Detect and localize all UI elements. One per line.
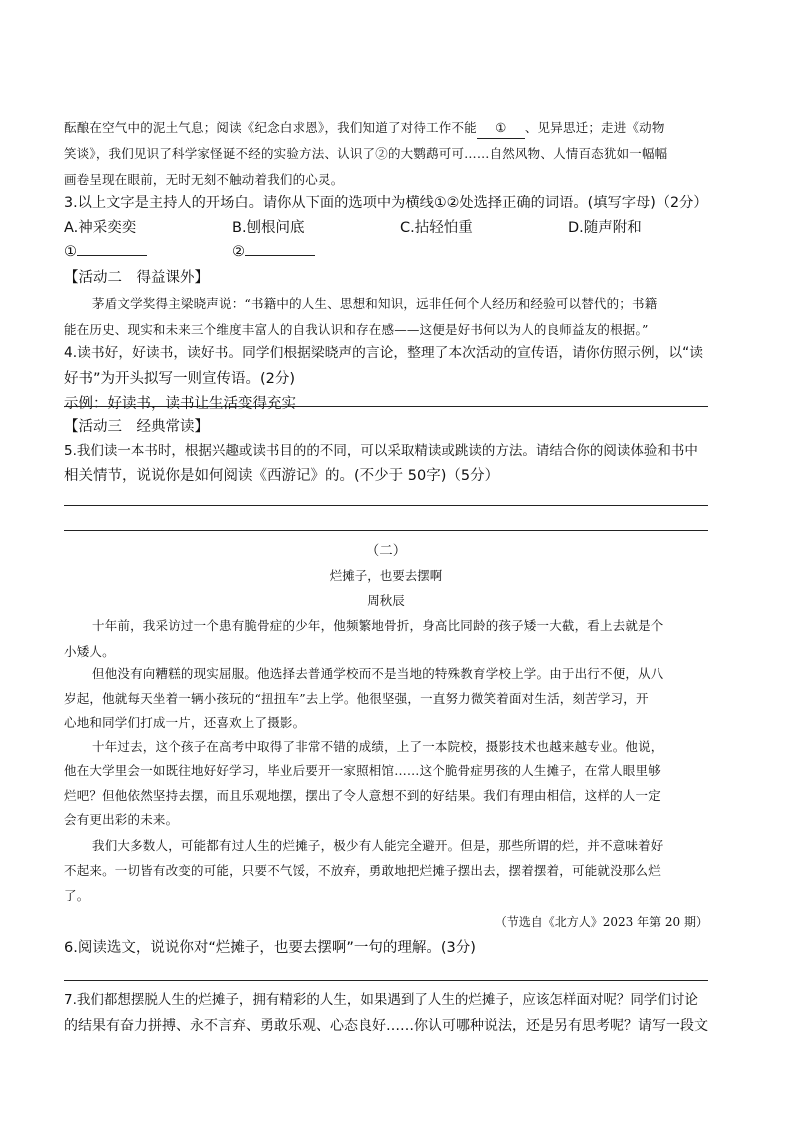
intro-text: 笑谈》，我们见识了科学家怪诞不经的实验方法、认识了 bbox=[64, 146, 376, 161]
quote-line-1: 茅盾文学奖得主梁晓声说：“书籍中的人生、思想和知识，远非任何个人经历和经验可以替代的；书籍 bbox=[92, 296, 658, 311]
paragraph-3-line: 会有更出彩的未来。 bbox=[64, 812, 179, 827]
section-number: （二） bbox=[365, 543, 407, 559]
paragraph-3-line: 十年过去，这个孩子在高考中取得了非常不错的成绩，上了一本院校，摄影技术也越来越专业。他说， bbox=[92, 739, 664, 754]
paragraph-2-line: 心地和同学们打成一片，还喜欢上了摄影。 bbox=[64, 715, 306, 730]
answer-rule[interactable] bbox=[64, 406, 708, 407]
question-4-line-2: 好书”为开头拟写一则宣传语。(2分) bbox=[64, 371, 296, 387]
activity-3-title: 【活动三 经典常读】 bbox=[64, 419, 209, 435]
answer-blank[interactable] bbox=[77, 255, 147, 256]
paragraph-1-line: 小矮人。 bbox=[64, 644, 115, 659]
intro-text: 酝酿在空气中的泥土气息；阅读《纪念白求恩》，我们知道了对待工作不能 bbox=[64, 120, 477, 135]
paragraph-4-line: 不起来。一切皆有改变的可能，只要不气馁，不放弃，勇敢地把烂摊子摆出去，摆着摆着，可能就没那么烂 bbox=[64, 863, 661, 878]
activity-2-title: 【活动二 得益课外】 bbox=[64, 270, 209, 286]
answer-rule[interactable] bbox=[64, 980, 708, 981]
article-author: 周秋辰 bbox=[367, 593, 405, 608]
answer-line-2[interactable] bbox=[232, 242, 315, 262]
article-title: 烂摊子，也要去摆啊 bbox=[329, 568, 443, 583]
paragraph-3-line: 烂吧？但他依然坚持去摆，而且乐观地摆，摆出了令人意想不到的好结果。我们有理由相信，这样的人一定 bbox=[64, 788, 661, 803]
question-7-line-1: 7.我们都想摆脱人生的烂摊子，拥有精彩的人生，如果遇到了人生的烂摊子，应该怎样面对呢？同学们讨论 bbox=[64, 992, 698, 1008]
quote-line-2: 能在历史、现实和未来三个维度丰富人的自我认识和存在感——这便是好书何以为人的良师益友的根据。” bbox=[64, 322, 649, 337]
intro-line-2 bbox=[64, 144, 667, 164]
question-5-line-2: 相关情节，说说你是如何阅读《西游记》的。(不少于 50字)（5分） bbox=[64, 468, 500, 484]
option-b[interactable]: B.刨根问底 bbox=[232, 220, 305, 236]
answer-rule[interactable] bbox=[64, 530, 708, 531]
intro-text: 、见异思迁；走进《动物 bbox=[524, 120, 665, 135]
option-c[interactable]: C.拈轻怕重 bbox=[400, 220, 473, 236]
paragraph-2-line: 岁起，他就每天坐着一辆小孩玩的“扭扭车”去上学。他很坚强，一直努力微笑着面对生活，刻苦学习，开 bbox=[64, 691, 649, 706]
paragraph-3-line: 他在大学里会一如既往地好好学习，毕业后要开一家照相馆……这个脆骨症男孩的人生摊子，在常人眼里够 bbox=[64, 763, 661, 778]
question-5-line-1: 5.我们读一本书时，根据兴趣或读书目的的不同，可以采取精读或跳读的方法。请结合你的阅读体验和书中 bbox=[64, 443, 698, 459]
intro-text: 的大鹦鹉可可……自然风物、人情百态犹如一幅幅 bbox=[387, 146, 668, 161]
blank-label: ② bbox=[232, 244, 245, 260]
blank-label: ② bbox=[375, 146, 388, 161]
question-4-example: 示例：好读书，读书让生活变得充实 bbox=[64, 396, 296, 412]
question-6-stem: 6.阅读选文，说说你对“烂摊子，也要去摆啊”一句的理解。(3分) bbox=[64, 940, 476, 956]
answer-blank[interactable] bbox=[245, 255, 315, 256]
option-d[interactable]: D.随声附和 bbox=[568, 220, 642, 236]
question-7-line-2: 的结果有奋力拼搏、永不言弃、勇敢乐观、心态良好……你认可哪种说法，还是另有思考呢？请写一段文 bbox=[64, 1018, 708, 1034]
answer-line-1[interactable] bbox=[64, 242, 147, 262]
article-source: （节选自《北方人》2023 年第 20 期） bbox=[494, 915, 708, 929]
intro-line-1 bbox=[64, 118, 665, 139]
answer-blank-1[interactable] bbox=[477, 118, 525, 139]
paragraph-1-line: 十年前，我采访过一个患有脆骨症的少年，他频繁地骨折，身高比同龄的孩子矮一大截，看上去就是个 bbox=[92, 618, 664, 633]
blank-label: ① bbox=[495, 120, 507, 135]
paragraph-4-line: 了。 bbox=[64, 888, 90, 903]
answer-rule[interactable] bbox=[64, 505, 708, 506]
intro-line-3: 画卷呈现在眼前，无时无刻不触动着我们的心灵。 bbox=[64, 172, 344, 187]
blank-label: ① bbox=[64, 244, 77, 260]
option-a[interactable]: A.神采奕奕 bbox=[64, 220, 137, 236]
paragraph-4-line: 我们大多数人，可能都有过人生的烂摊子，极少有人能完全避开。但是，那些所谓的烂，并不意味着好 bbox=[92, 838, 664, 853]
question-3-stem: 3.以上文字是主持人的开场白。请你从下面的选项中为横线①②处选择正确的词语。(填写字母)（2分） bbox=[64, 195, 708, 211]
paragraph-2-line: 但他没有向糟糕的现实屈服。他选择去普通学校而不是当地的特殊教育学校上学。由于出行不便，从八 bbox=[92, 666, 664, 681]
question-4-line-1: 4.读书好，好读书，读好书。同学们根据梁晓声的言论，整理了本次活动的宣传语，请你仿照示例，以“读 bbox=[64, 345, 703, 361]
